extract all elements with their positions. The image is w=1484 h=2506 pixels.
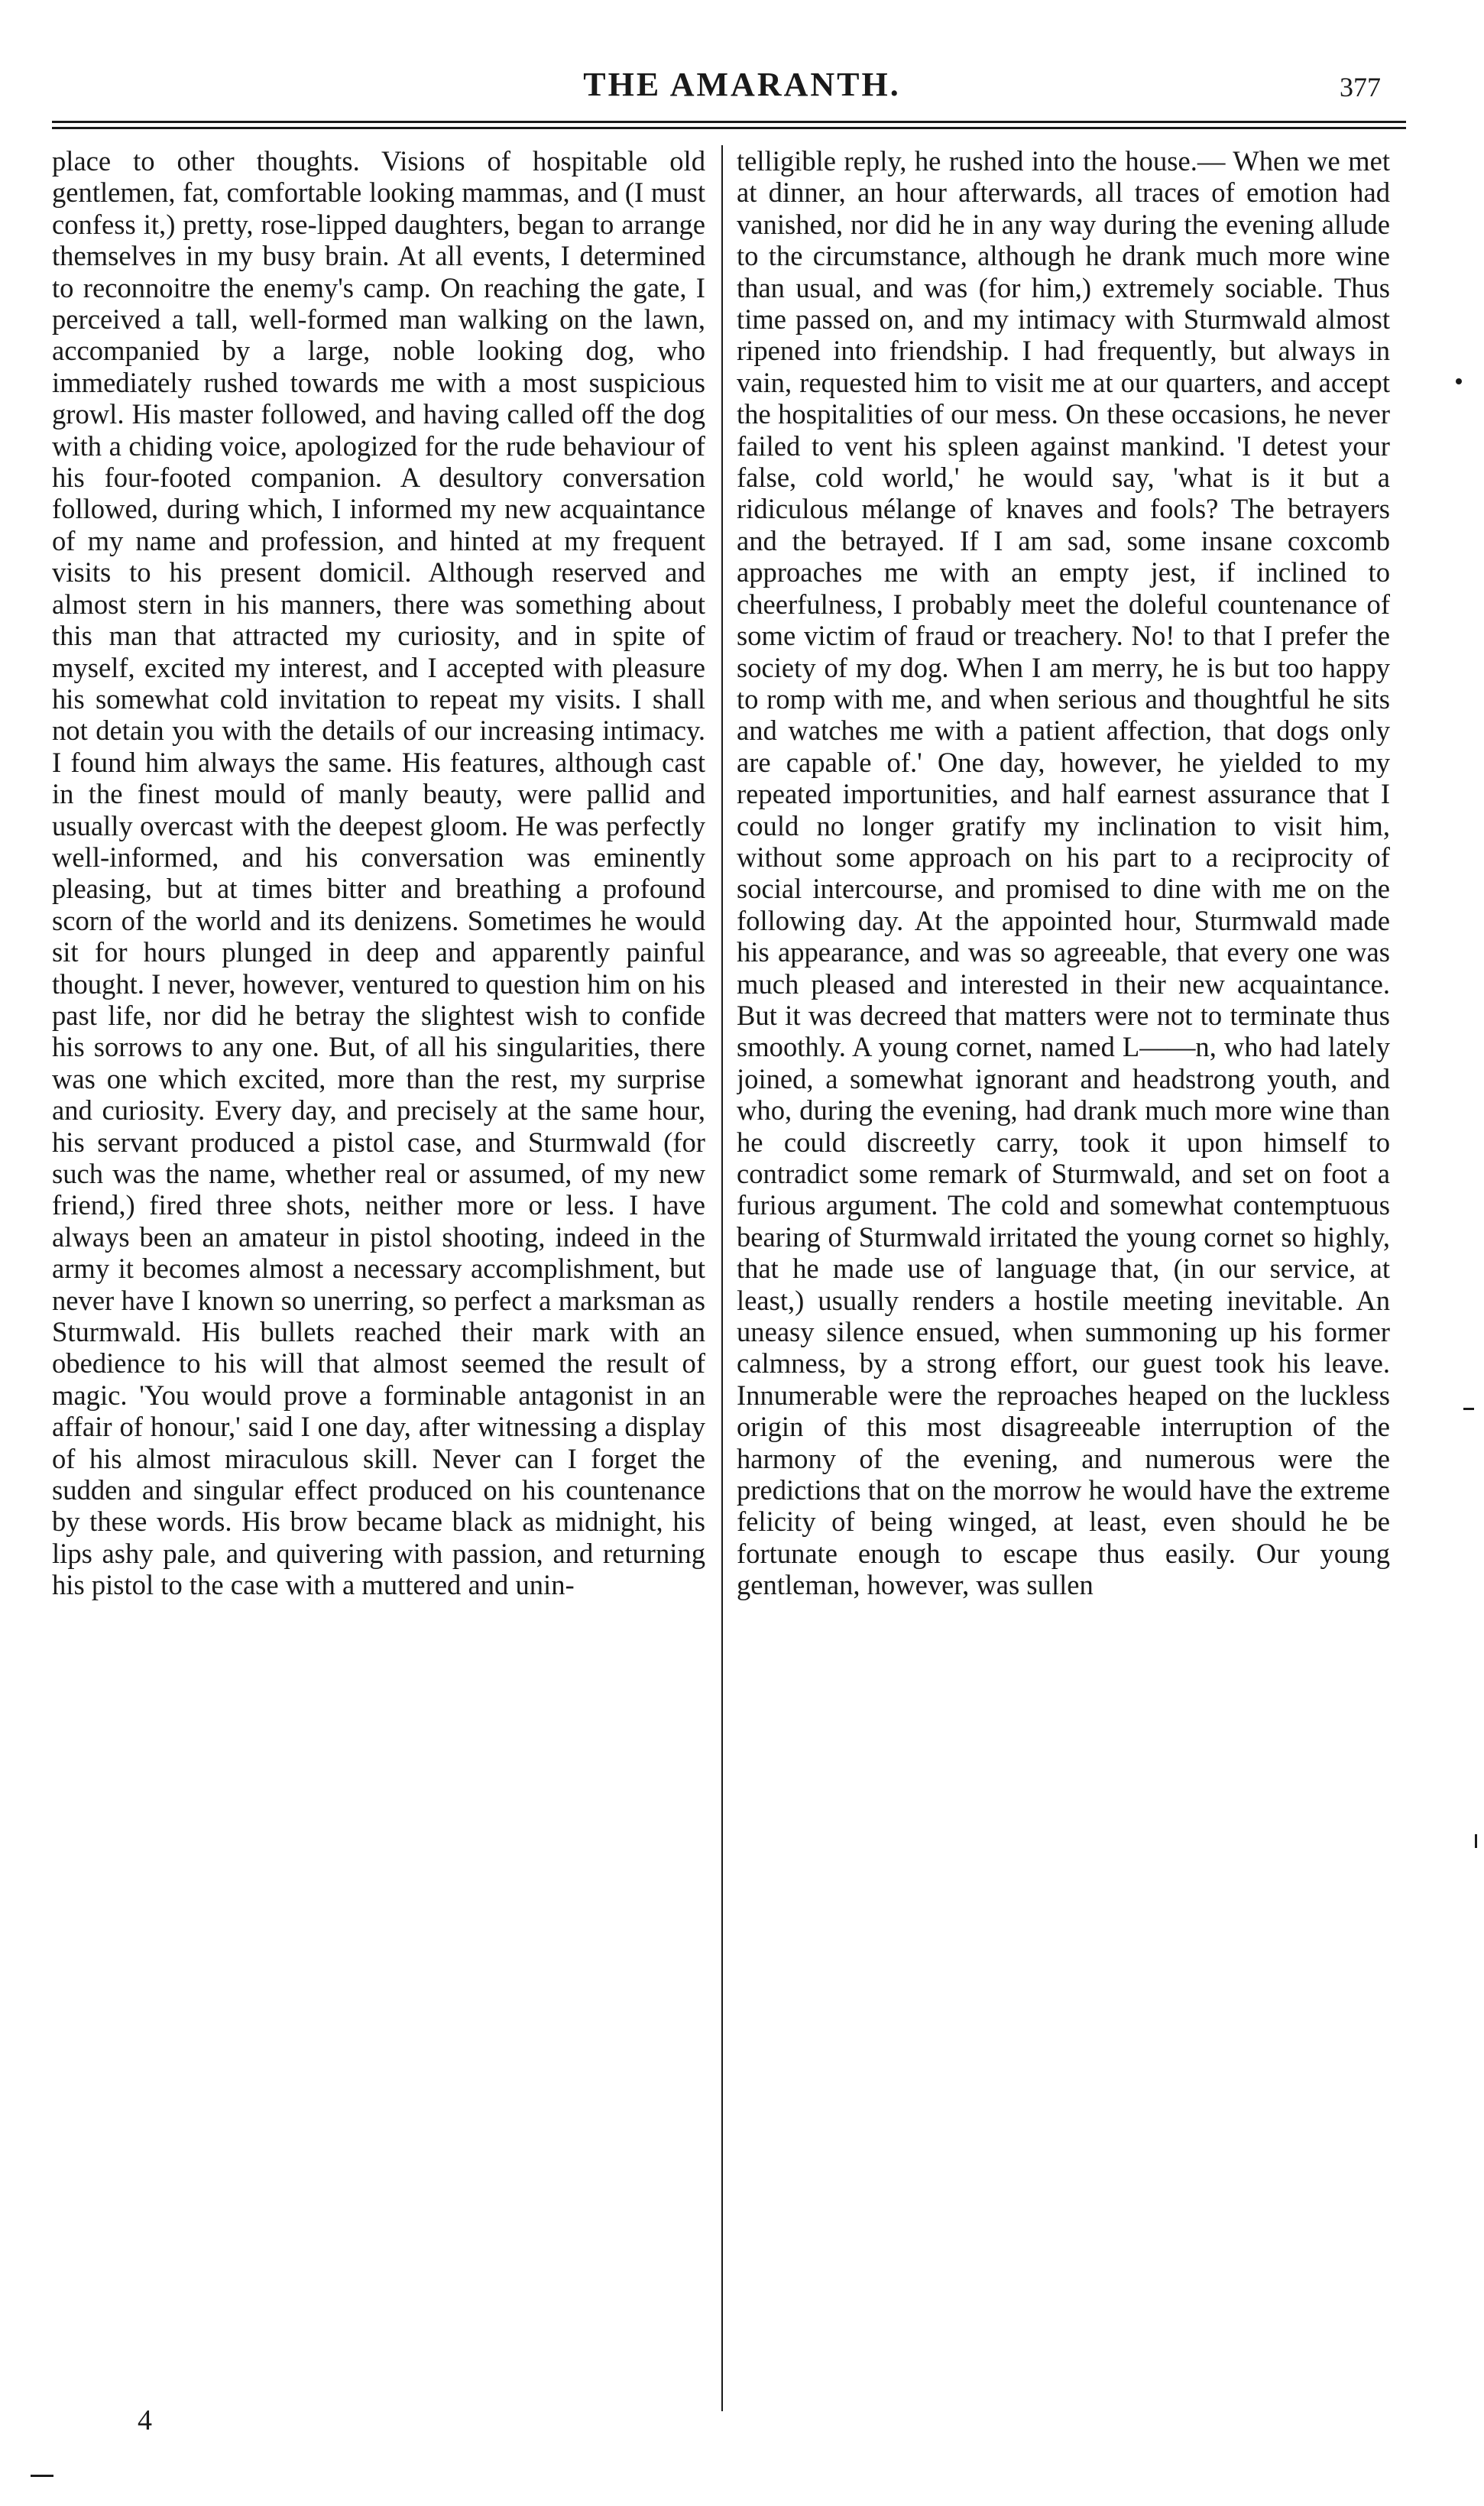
page-number: 377	[1340, 72, 1381, 102]
signature-mark: 4	[138, 2404, 152, 2436]
footer-mark	[31, 2475, 53, 2477]
margin-speck	[1463, 1408, 1474, 1410]
right-column	[737, 145, 1390, 2423]
running-title: THE AMARANTH.	[583, 66, 901, 103]
margin-speck	[1456, 378, 1462, 384]
column-divider	[721, 145, 723, 2411]
header-rule-bottom	[52, 127, 1406, 129]
header-rule-top	[52, 121, 1406, 123]
page-header	[46, 65, 1438, 111]
left-column	[52, 145, 705, 2423]
left-column-text: place to other thoughts. Visions of hospitable old gentlemen, fat, comfortable looking mammas, and (I must confess it,) pretty, rose-lipped daughters, began to arrange themselves in my busy brain. At all events, I determined to reconnoitre the enemy's camp. On reaching the gate, I perceived a tall, well-formed man walking on the lawn, accompanied by a large, noble looking dog, who immediately rushed towards me with a most suspicious growl. His master followed, and having called off the dog with a chiding voice, apologized for the rude behaviour of his four-footed companion. A desultory conversation followed, during which, I informed my new acquaintance of my name and profession, and hinted at my frequent visits to his present domicil. Although reserved and almost stern in his manners, there was something about this man that attracted my curiosity, and in spite of myself, excited my interest, and I accepted with pleasure his somewhat cold invitation to repeat my visits. I shall not detain you with the details of our increasing intimacy. I found him always the same. His features, although cast in the finest mould of manly beauty, were pallid and usually overcast with the deepest gloom. He was perfectly well-informed, and his conversation was eminently pleasing, but at times bitter and breathing a profound scorn of the world and its denizens. Sometimes he would sit for hours plunged in deep and apparently painful thought. I never, however, ventured to question him on his past life, nor did he betray the slightest wish to confide his sorrows to any one. But, of all his singularities, there was one which excited, more than the rest, my surprise and curiosity. Every day, and precisely at the same hour, his servant produced a pistol case, and Sturmwald (for such was the name, whether real or assumed, of my new friend,) fired three shots, neither more or less. I have always been an amateur in pistol shooting, indeed in the army it becomes almost a necessary accomplishment, but never have I known so unerring, so perfect a marksman as Sturmwald. His bullets reached their mark with an obedience to his will that almost seemed the result of magic. 'You would prove a forminable antagonist in an affair of honour,' said I one day, after witnessing a display of his almost miraculous skill. Never can I forget the sudden and singular effect produced on his countenance by these words. His brow became black as midnight, his lips ashy pale, and quivering with passion, and returning his pistol to the case with a muttered and unin-	[52, 145, 705, 1601]
margin-speck	[1475, 1834, 1477, 1848]
right-column-text: telligible reply, he rushed into the house.— When we met at dinner, an hour afterwards, all traces of emotion had vanished, nor did he in any way during the evening allude to the circumstance, although he drank much more wine than usual, and was (for him,) extremely sociable. Thus time passed on, and my intimacy with Sturmwald almost ripened into friendship. I had frequently, but always in vain, requested him to visit me at our quarters, and accept the hospitalities of our mess. On these occasions, he never failed to vent his spleen against mankind. 'I detest your false, cold world,' he would say, 'what is it but a ridiculous mélange of knaves and fools? The betrayers and the betrayed. If I am sad, some insane coxcomb approaches me with an empty jest, if inclined to cheerfulness, I probably meet the doleful countenance of some victim of fraud or treachery. No! to that I prefer the society of my dog. When I am merry, he is but too happy to romp with me, and when serious and thoughtful he sits and watches me with a patient affection, that dogs only are capable of.' One day, however, he yielded to my repeated importunities, and half earnest assurance that I could no longer gratify my inclination to visit him, without some approach on his part to a reciprocity of social intercourse, and promised to dine with me on the following day. At the appointed hour, Sturmwald made his appearance, and was so agreeable, that every one was much pleased and interested in their new acquaintance. But it was decreed that matters were not to terminate thus smoothly. A young cornet, named L——n, who had lately joined, a somewhat ignorant and headstrong youth, and who, during the evening, had drank much more wine than he could discreetly carry, took it upon himself to contradict some remark of Sturmwald, and set on foot a furious argument. The cold and somewhat contemptuous bearing of Sturmwald irritated the young cornet so highly, that he made use of language that, (in our service, at least,) usually renders a hostile meeting inevitable. An uneasy silence ensued, when summoning up his former calmness, by a strong effort, our guest took his leave. Innumerable were the reproaches heaped on the luckless origin of this most disagreeable interruption of the harmony of the evening, and numerous were the predictions that on the morrow he would have the extreme felicity of being winged, at least, even should he be fortunate enough to escape thus easily. Our young gentleman, however, was sullen	[737, 145, 1390, 1601]
